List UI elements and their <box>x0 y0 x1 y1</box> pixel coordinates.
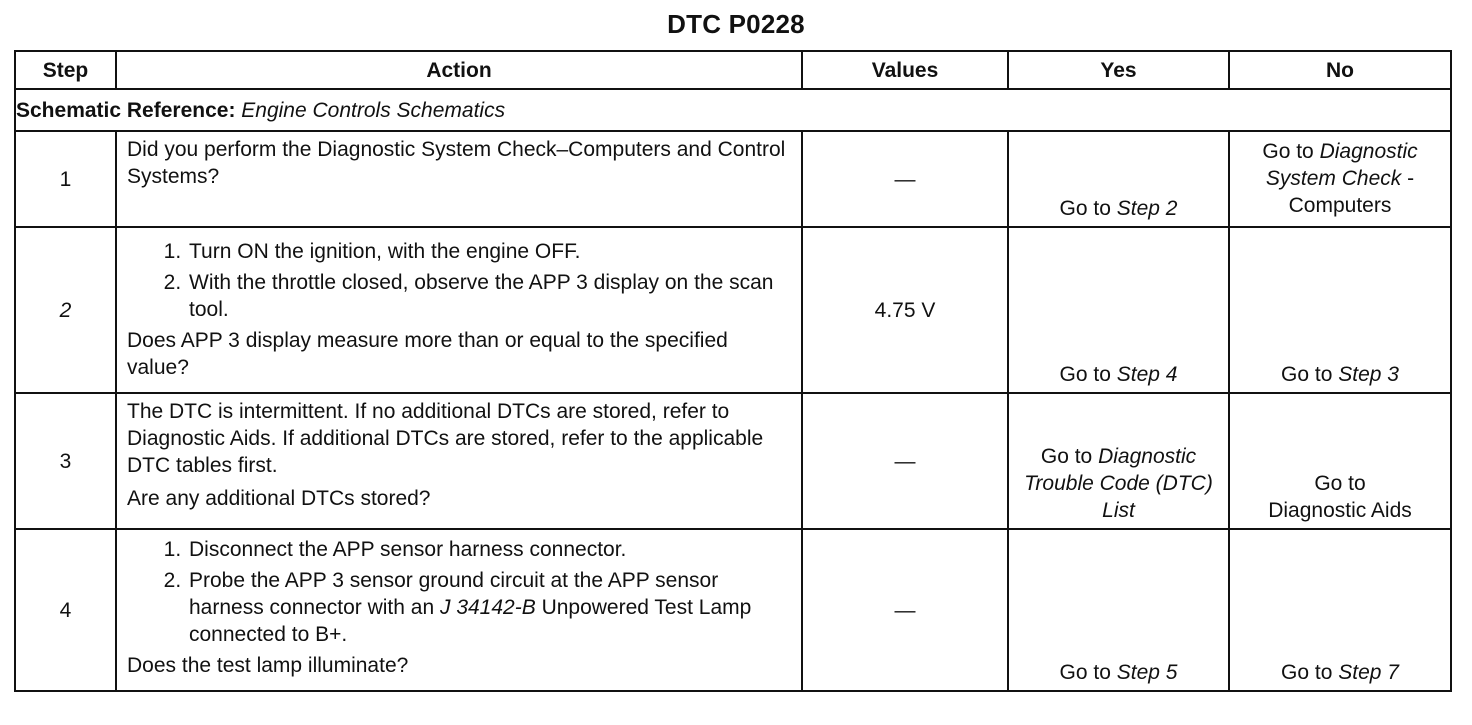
yes-cell <box>1008 393 1229 529</box>
header-yes: Yes <box>1008 51 1229 89</box>
no-link[interactable]: Step 7 <box>1338 661 1399 684</box>
action-cell <box>116 227 802 393</box>
header-row <box>15 51 1451 89</box>
yes-prefix: Go to <box>1040 445 1093 468</box>
schematic-reference <box>15 89 1451 131</box>
action-question: Does APP 3 display measure more than or equal to the specified value? <box>127 329 728 379</box>
yes-link[interactable]: Diagnostic Trouble Code (DTC) List <box>1024 445 1213 522</box>
no-prefix: Go to <box>1281 363 1333 386</box>
no-cell <box>1229 393 1451 529</box>
no-cell <box>1229 529 1451 691</box>
yes-link[interactable]: Step 2 <box>1116 197 1178 220</box>
action-step-text: Probe the APP 3 sensor ground circuit at the APP sensor harness connector with an <box>189 569 719 619</box>
schematic-reference-label: Schematic Reference: <box>16 98 236 122</box>
step-number: 2 <box>15 227 116 393</box>
page-title: DTC P0228 <box>667 9 805 39</box>
no-prefix: Go to <box>1262 139 1314 163</box>
no-cell <box>1229 131 1451 227</box>
yes-cell <box>1008 529 1229 691</box>
value-cell: — <box>802 393 1008 529</box>
table-row <box>15 131 1451 227</box>
action-step <box>187 567 791 648</box>
no-prefix: Go to <box>1314 472 1366 495</box>
action-text: Did you perform the Diagnostic System Check–Computers and Control Systems? <box>127 138 786 188</box>
header-step: Step <box>15 51 116 89</box>
diagnostic-table <box>14 50 1452 692</box>
yes-prefix: Go to <box>1059 363 1111 386</box>
schematic-reference-row <box>15 89 1451 131</box>
action-cell <box>116 393 802 529</box>
step-number: 3 <box>15 393 116 529</box>
value-cell: — <box>802 529 1008 691</box>
no-suffix: - Computers <box>1288 166 1415 217</box>
header-values: Values <box>802 51 1008 89</box>
action-step: 1. Disconnect the APP sensor harness connector. <box>187 536 791 563</box>
table-row <box>15 393 1451 529</box>
no-link[interactable]: Diagnostic System Check <box>1265 139 1418 190</box>
no-link[interactable]: Step 3 <box>1338 363 1399 386</box>
no-prefix: Go to <box>1281 661 1333 684</box>
header-no: No <box>1229 51 1451 89</box>
action-step: 2. With the throttle closed, observe the APP 3 display on the scan tool. <box>187 269 791 323</box>
action-step: 1. Turn ON the ignition, with the engine OFF. <box>187 238 791 265</box>
tool-reference: J 34142-B <box>439 596 536 619</box>
step-number: 1 <box>15 131 116 227</box>
action-cell <box>116 529 802 691</box>
yes-link[interactable]: Step 5 <box>1116 661 1178 684</box>
yes-prefix: Go to <box>1059 661 1111 684</box>
action-step-tail: Unpowered Test Lamp connected to B+. <box>189 596 752 646</box>
value-cell: 4.75 V <box>802 227 1008 393</box>
value-cell: — <box>802 131 1008 227</box>
no-text: Diagnostic Aids <box>1268 499 1412 522</box>
yes-cell <box>1008 227 1229 393</box>
step-number: 4 <box>15 529 116 691</box>
schematic-reference-link[interactable]: Engine Controls Schematics <box>241 98 506 122</box>
yes-prefix: Go to <box>1059 197 1111 220</box>
action-question: Does the test lamp illuminate? <box>127 654 409 677</box>
action-steps-list <box>127 536 791 648</box>
no-cell <box>1229 227 1451 393</box>
action-cell <box>116 131 802 227</box>
header-action: Action <box>116 51 802 89</box>
action-question: Are any additional DTCs stored? <box>127 487 431 510</box>
action-text: The DTC is intermittent. If no additional DTCs are stored, refer to Diagnostic Aids. If additional DTCs are stored, refer to the applicable DTC tables first. <box>127 400 764 477</box>
table-row <box>15 529 1451 691</box>
yes-link[interactable]: Step 4 <box>1116 363 1178 386</box>
action-steps-list <box>127 238 791 323</box>
yes-cell <box>1008 131 1229 227</box>
table-row <box>15 227 1451 393</box>
